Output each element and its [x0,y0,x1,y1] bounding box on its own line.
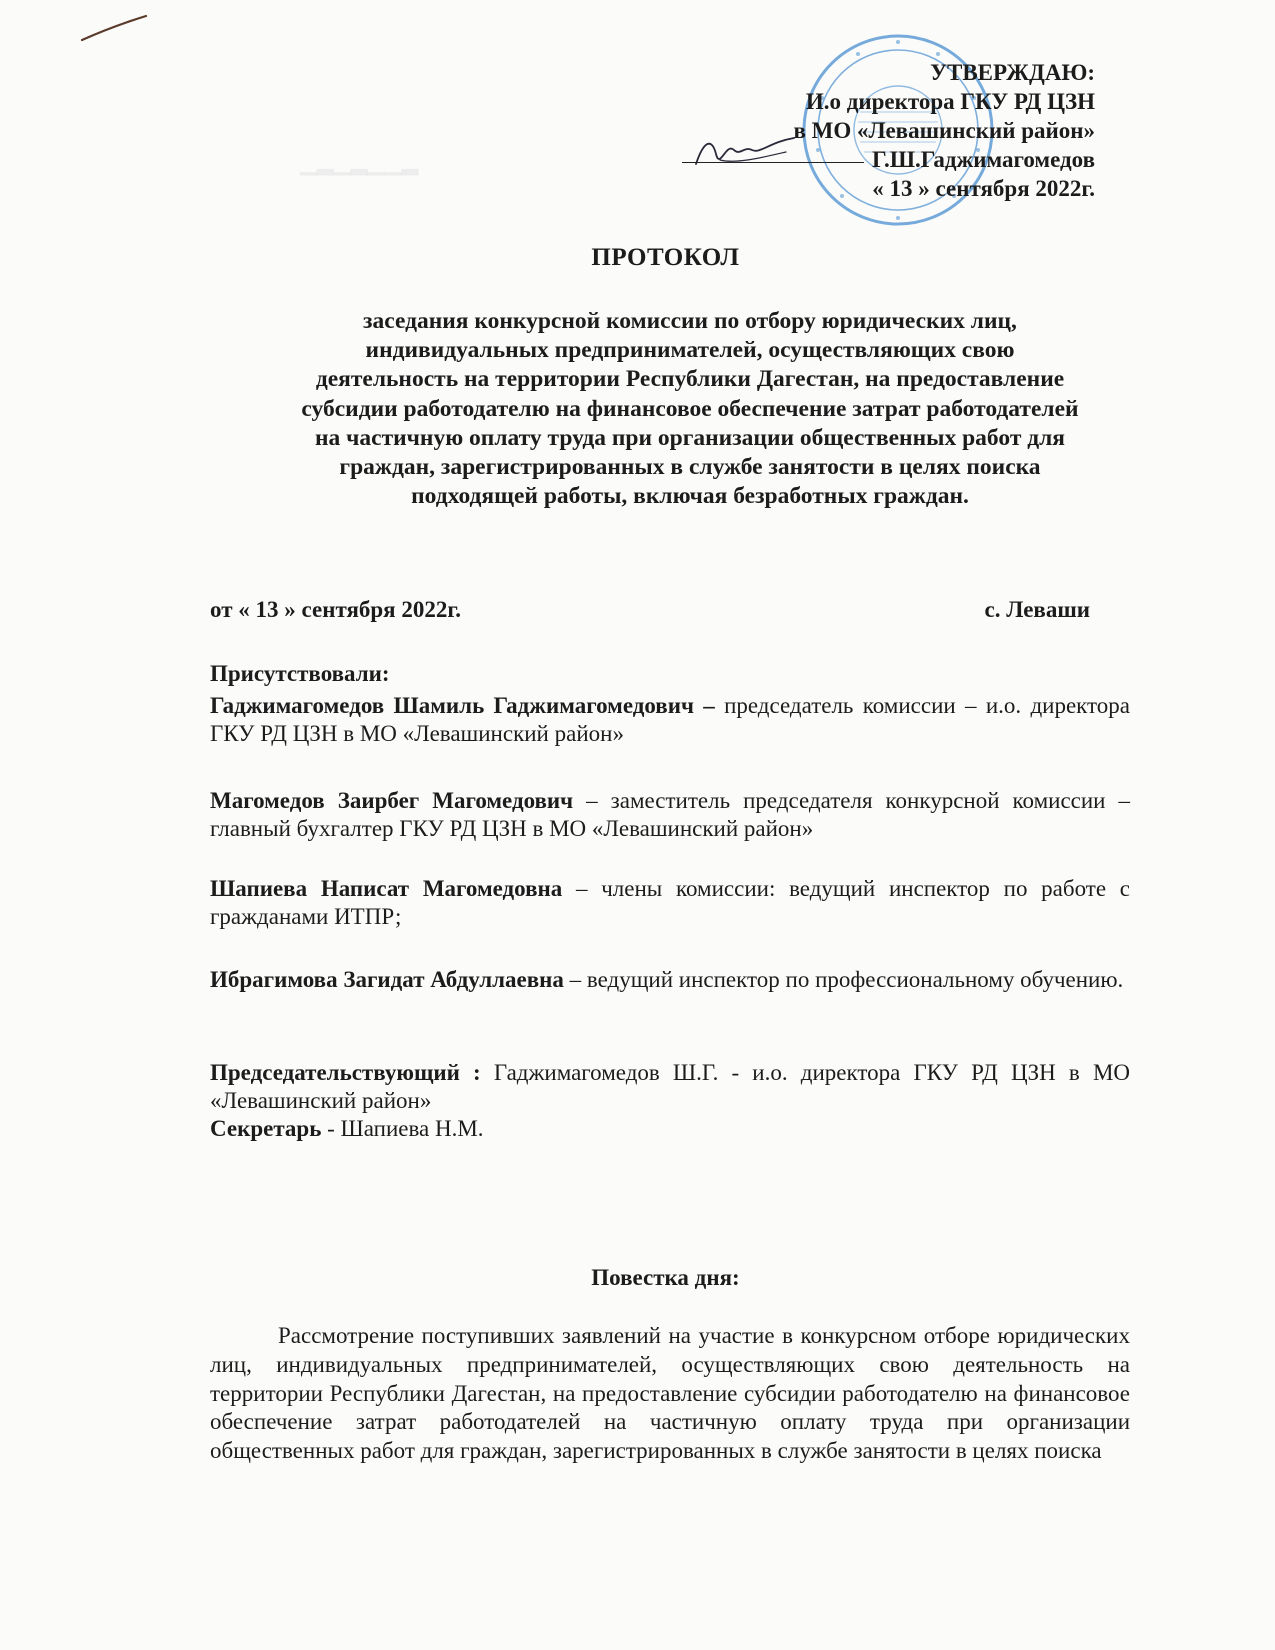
present-label [210,660,1130,688]
member-role: – ведущий инспектор по профессиональному обучению. [563,967,1124,992]
approval-signer-name: Г.Ш.Гаджимагомедов [872,147,1095,172]
approval-block [682,58,1095,203]
date-place-line [210,597,1090,623]
bleed-through-mark: ▁▂▁▂▁▁▂ [300,150,419,175]
document-title: ПРОТОКОЛ [591,244,740,271]
secretary-value: - Шапиева Н.М. [321,1116,484,1141]
subject-line: подходящей работы, включая безработных граждан. [411,483,969,510]
pen-scratch-mark [80,12,150,44]
chair-label: Председательствующий : [210,1060,481,1085]
chair-value: Гаджимагомедов Ш.Г. - и.о. директора ГКУ РД ЦЗН в МО «Левашинский район» [210,1060,1131,1113]
member-role: председатель комиссии – и.о. директора ГКУ РД ЦЗН в МО «Левашинский район» [210,693,1130,746]
member-name: Шапиева Написат Магомедовна [210,876,563,901]
secretary-entry [210,1115,1130,1143]
approval-position: И.о директора ГКУ РД ЦЗН [805,89,1095,114]
subject-line: индивидуальных предпринимателей, осуществляющих свою [365,337,1015,364]
member-entry [210,692,1130,748]
approval-heading: УТВЕРЖДАЮ: [930,60,1095,85]
subject-line: на частичную оплату труда при организации общественных работ для [314,424,1066,451]
member-entry [210,966,1130,994]
member-role: – члены комиссии: ведущий инспектор по работе с гражданами ИТПР; [210,876,1130,929]
secretary-label: Секретарь [210,1116,322,1141]
subject-line: деятельность на территории Республики Дагестан, на предоставление [315,366,1065,393]
approval-signer [682,145,1095,174]
subject-line: заседания конкурсной комиссии по отбору юридических лиц, [363,308,1017,334]
member-name: Магомедов Заирбег Магомедович [210,788,574,813]
agenda-text: Рассмотрение поступивших заявлений на участие в конкурсном отборе юридических лиц, индивидуальных предпринимателей, осуществляющих свою деятельность на территории Республики Дагестан, на предоставление субсидии работодателю на финансовое обеспечение затрат работодателей на частичную оплату труда при организации общественных работ для граждан, зарегистрированных в службе занятости в целях поиска [210,1323,1130,1464]
member-name: Ибрагимова Загидат Абдуллаевна [210,967,564,992]
member-role: – заместитель председателя конкурсной комиссии – главный бухгалтер ГКУ РД ЦЗН в МО «Левашинский район» [210,788,1130,841]
agenda-title: Повестка дня: [591,1265,740,1290]
member-name: Гаджимагомедов Шамиль Гаджимагомедович – [210,693,715,718]
meeting-date: от « 13 » сентября 2022г. [210,597,461,622]
present-heading: Присутствовали: [210,661,390,686]
chair-entry [210,1059,1130,1115]
approval-date: « 13 » сентября 2022г. [872,176,1095,201]
signature-line [682,162,864,163]
approval-organization: в МО «Левашинский район» [793,118,1095,143]
meeting-place: с. Леваши [984,597,1090,622]
subject-line: субсидии работодателю на финансовое обеспечение затрат работодателей [301,395,1079,422]
member-entry [210,875,1130,931]
member-entry [210,787,1130,843]
subject-line: граждан, зарегистрированных в службе занятости в целях поиска [339,454,1041,481]
document-subject [210,307,1170,511]
